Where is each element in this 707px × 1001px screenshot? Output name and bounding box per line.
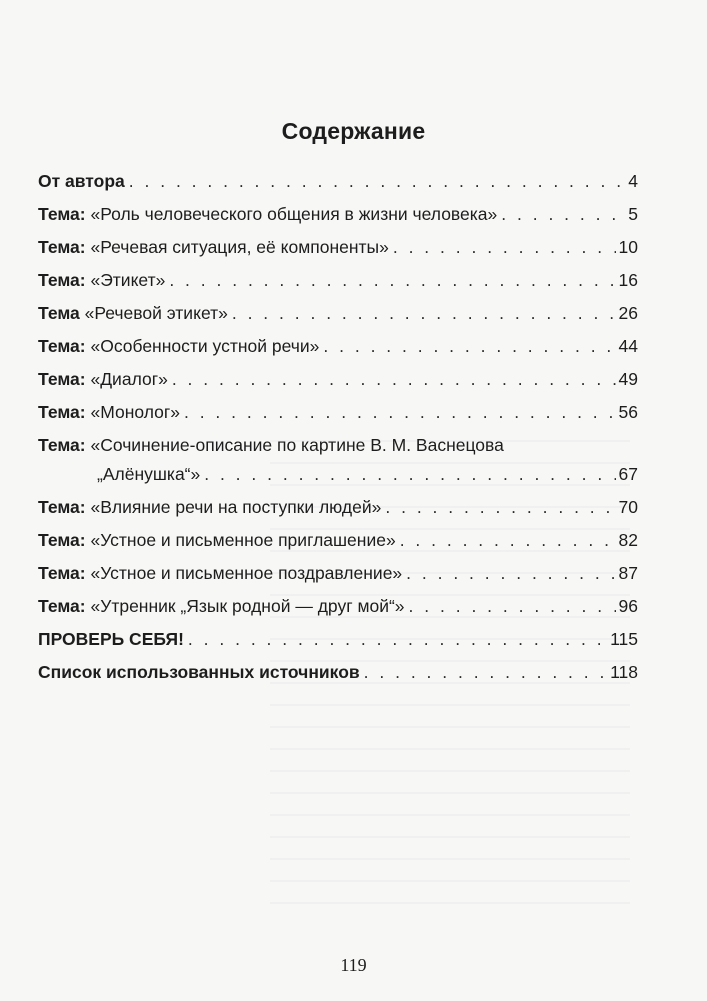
- toc-entry-title: «Речевая ситуация, её компоненты»: [85, 237, 389, 257]
- dot-leader: [385, 496, 615, 518]
- toc-entry: [38, 335, 638, 357]
- toc-entry-text: [38, 368, 168, 390]
- toc-entry-label: Тема: [38, 303, 80, 323]
- dot-leader: [409, 595, 616, 617]
- dot-leader: [169, 269, 615, 291]
- toc-entry-text: [38, 302, 228, 324]
- toc-entry-title: «Этикет»: [85, 270, 166, 290]
- toc-entry-title: «Монолог»: [85, 402, 180, 422]
- toc-entry-title-continued: „Алёнушка“»: [97, 464, 201, 484]
- toc-entry-page: 67: [618, 464, 638, 484]
- toc-entry-text: [38, 236, 389, 258]
- toc-entry: [38, 434, 638, 485]
- toc-entry: [38, 628, 638, 650]
- toc-entry-text: [38, 628, 184, 650]
- toc-entry: [38, 595, 638, 617]
- toc-entry-title: «Сочинение-описание по картине В. М. Васнецова: [85, 435, 504, 455]
- toc-entry: [38, 401, 638, 423]
- toc-entry-text: [38, 401, 180, 423]
- toc-entry-title: ПРОВЕРЬ СЕБЯ!: [38, 629, 184, 649]
- toc-entry-page: 10: [618, 237, 638, 257]
- toc-entry: [38, 661, 638, 683]
- toc-entry-page: 96: [618, 596, 638, 616]
- toc-entry-page: 49: [618, 369, 638, 389]
- toc-entry: [38, 302, 638, 324]
- dot-leader: [393, 236, 616, 258]
- toc-entry: [38, 562, 638, 584]
- toc-entry: [38, 529, 638, 551]
- toc-entry-text: [38, 661, 360, 683]
- toc-entry-label: Тема:: [38, 270, 86, 290]
- toc-entry-page: 44: [618, 336, 638, 356]
- toc-entry-text: [38, 529, 396, 551]
- toc-entry-page: 82: [618, 530, 638, 550]
- dot-leader: [172, 368, 616, 390]
- toc-entry-page: 5: [628, 204, 638, 224]
- dot-leader: [323, 335, 615, 357]
- toc-entry-label: Тема:: [38, 237, 86, 257]
- toc-entry-text: [38, 335, 319, 357]
- toc-entry-title: «Роль человеческого общения в жизни человека»: [85, 204, 498, 224]
- dot-leader: [188, 628, 607, 650]
- dot-leader: [184, 401, 616, 423]
- dot-leader: [364, 661, 607, 683]
- toc-entry-label: Тема:: [38, 369, 86, 389]
- toc-entry-page: 70: [618, 497, 638, 517]
- toc-entry-page: 4: [628, 171, 638, 191]
- toc-entry: [38, 496, 638, 518]
- toc-entry-page: 87: [618, 563, 638, 583]
- toc-entry-text: [38, 595, 405, 617]
- toc-entry-text: [38, 203, 497, 225]
- toc-entry-label: Тема:: [38, 563, 86, 583]
- toc-entry: [38, 269, 638, 291]
- table-of-contents: [38, 170, 638, 694]
- dot-leader: [232, 302, 616, 324]
- toc-entry-label: Тема:: [38, 402, 86, 422]
- toc-entry: [38, 170, 638, 192]
- dot-leader: [129, 170, 626, 192]
- toc-entry-title: «Устное и письменное приглашение»: [85, 530, 396, 550]
- toc-entry-title: Список использованных источников: [38, 662, 360, 682]
- dot-leader: [204, 463, 615, 485]
- toc-entry-page: 56: [618, 402, 638, 422]
- toc-entry-title: «Диалог»: [85, 369, 168, 389]
- toc-entry-title: «Речевой этикет»: [79, 303, 228, 323]
- page-number: 119: [340, 955, 367, 975]
- toc-entry-label: Тема:: [38, 204, 86, 224]
- toc-entry-title: «Устное и письменное поздравление»: [85, 563, 403, 583]
- toc-entry-label: Тема:: [38, 336, 86, 356]
- toc-entry-label: Тема:: [38, 596, 86, 616]
- toc-entry-label: Тема:: [38, 435, 86, 455]
- toc-entry-text: [38, 434, 638, 456]
- toc-entry-title: От автора: [38, 171, 125, 191]
- toc-entry-page: 26: [618, 303, 638, 323]
- toc-entry-text: [38, 496, 381, 518]
- dot-leader: [406, 562, 615, 584]
- page-title: Содержание: [281, 118, 426, 144]
- dot-leader: [501, 203, 625, 225]
- toc-entry-label: Тема:: [38, 497, 86, 517]
- toc-entry-title: «Особенности устной речи»: [85, 336, 320, 356]
- toc-entry-page: 115: [610, 629, 638, 649]
- toc-entry: [38, 368, 638, 390]
- toc-entry-text: [38, 562, 402, 584]
- dot-leader: [400, 529, 616, 551]
- toc-entry-text: [38, 170, 125, 192]
- toc-entry: [38, 203, 638, 225]
- toc-entry-title: «Влияние речи на поступки людей»: [85, 497, 382, 517]
- toc-entry: [38, 236, 638, 258]
- toc-entry-text: [38, 269, 165, 291]
- toc-entry-label: Тема:: [38, 530, 86, 550]
- toc-entry-page: 118: [610, 662, 638, 682]
- toc-entry-page: 16: [618, 270, 638, 290]
- toc-entry-title: «Утренник „Язык родной — друг мой“»: [85, 596, 405, 616]
